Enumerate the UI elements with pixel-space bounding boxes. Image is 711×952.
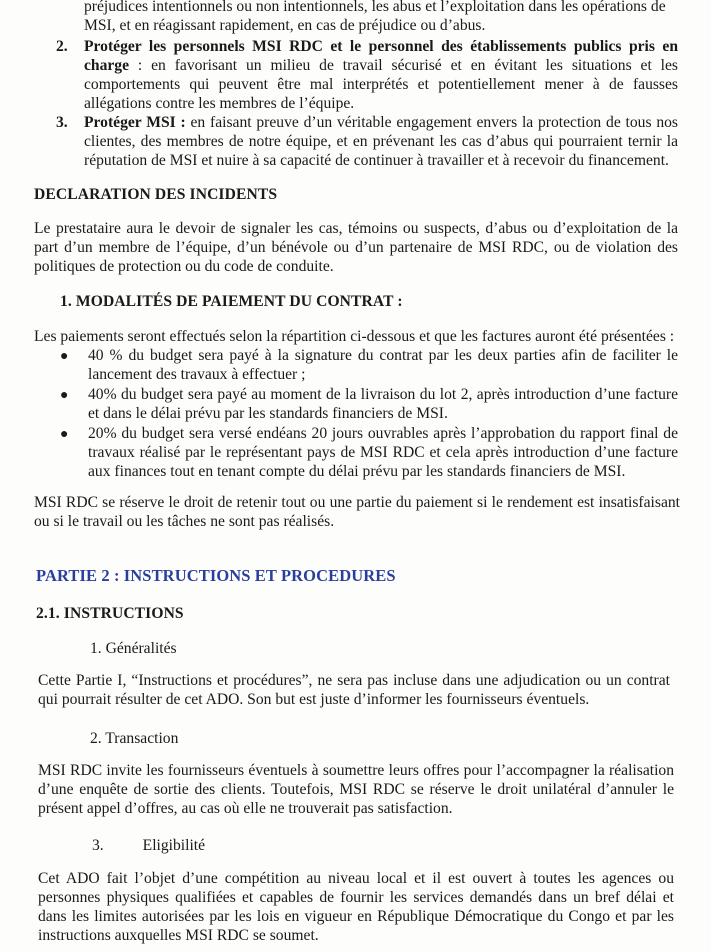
item-1-line-1: préjudices intentionnels ou non intentionnels, les abus et l’exploitation dans les opérations de xyxy=(84,0,666,15)
section-transaction-text: MSI RDC invite les fournisseurs éventuels à soumettre leurs offres pour l’accompagner la réalisation d’une enquête de sortie des clients. Toutefois, MSI RDC se réserve le droit unilatéral d’annuler le présent appel d’offres, au cas où elle ne trouverait pas satisfaction. xyxy=(38,762,674,817)
payment-bullet-1: 40 % du budget sera payé à la signature du contrat par les deux parties afin de faciliter le lancement des travaux à effectuer ; xyxy=(88,347,678,383)
section-generalites-title: 1. Généralités xyxy=(90,640,177,657)
section-generalites-text: Cette Partie I, “Instructions et procédures”, ne sera pas incluse dans une adjudication ou un contrat qui pourrait résulter de cet ADO. Son but est juste d’informer les fournisseurs éventuels. xyxy=(38,672,670,708)
instructions-subheading: 2.1. INSTRUCTIONS xyxy=(36,605,184,622)
section-transaction-title: 2. Transaction xyxy=(90,730,179,747)
item-1-line-2: MSI, et en réagissant rapidement, en cas de préjudice ou d’abus. xyxy=(84,17,486,34)
payment-heading: 1. MODALITÉS DE PAIEMENT DU CONTRAT : xyxy=(60,293,403,310)
item-3-body: en faisant preuve d’un véritable engagement envers la protection de tous nos clientes, des membres de notre équipe, et en prévenant les cas d’abus qui pourraient ternir la réputation de MSI et nuire à sa capacité de continuer à travailler et à recevoir du financement. xyxy=(84,114,678,169)
declaration-heading: DECLARATION DES INCIDENTS xyxy=(34,186,278,203)
declaration-text: Le prestataire aura le devoir de signaler les cas, témoins ou suspects, d’abus ou d’exploitation de la part d’un membre de l’équipe, d’un bénévole ou d’un partenaire de MSI RDC, ou de violation des politiques de protection ou du code de conduite. xyxy=(34,220,678,275)
item-3-text xyxy=(84,113,678,170)
item-2-number: 2. xyxy=(56,38,68,55)
item-1-continuation xyxy=(84,0,678,35)
item-2-body: : en favorisant un milieu de travail sécurisé et en évitant les situations et les comportements qui peuvent être mal interprétés et potentiellement mener à de fausses allégations contre les membres de l’équipe. xyxy=(84,57,678,112)
bullet-icon: ● xyxy=(60,388,69,403)
payment-closing: MSI RDC se réserve le droit de retenir tout ou une partie du paiement si le rendement est insatisfaisant ou si le travail ou les tâches ne sont pas réalisés. xyxy=(34,494,680,530)
bullet-icon: ● xyxy=(60,349,69,364)
item-2-title: Protéger les personnels MSI RDC et le personnel des établissements publics pris en charge xyxy=(84,38,678,74)
payment-bullet-2: 40% du budget sera payé au moment de la livraison du lot 2, après introduction d’une facture et dans le délai prévu par les standards financiers de MSI. xyxy=(88,386,678,422)
payment-bullet-3: 20% du budget sera versé endéans 20 jours ouvrables après l’approbation du rapport final de travaux réalisé par le représentant pays de MSI RDC et cela après introduction d’une facture aux finances tout en tenant compte du délai prévu par les standards financiers de MSI. xyxy=(88,425,678,480)
partie-2-heading: PARTIE 2 : INSTRUCTIONS ET PROCEDURES xyxy=(36,566,396,585)
item-2-text xyxy=(84,37,678,113)
section-eligibilite-text: Cet ADO fait l’objet d’une compétition au niveau local et il est ouvert à toutes les agences ou personnes physiques qualifiées et capables de fournir les services demandés dans un bref délai et dans les limites autorisées par les lois en vigueur en République Démocratique du Congo et par les instructions auxquelles MSI RDC se soumet. xyxy=(38,870,674,944)
item-3-number: 3. xyxy=(56,114,68,131)
bullet-icon: ● xyxy=(60,427,69,442)
payment-intro: Les paiements seront effectués selon la répartition ci-dessous et que les factures auront été présentées : xyxy=(34,328,675,345)
item-3-title: Protéger MSI : xyxy=(84,114,186,131)
section-eligibilite-title: 3. Eligibilité xyxy=(92,837,206,854)
